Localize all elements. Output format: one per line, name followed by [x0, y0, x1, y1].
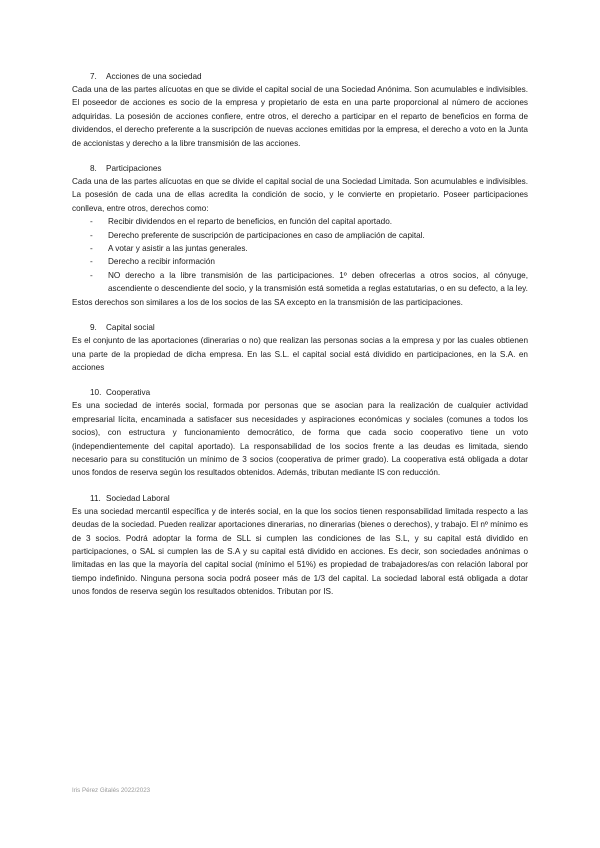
section-sociedad-laboral	[72, 492, 528, 599]
bullet-marker: -	[90, 244, 93, 254]
document-body	[72, 70, 528, 611]
list-item: - Derecho a recibir información	[72, 255, 528, 268]
rights-list	[72, 215, 528, 295]
section-paragraph: Cada una de las partes alícuotas en que se divide el capital social de una Sociedad Limitada. Son acumulables e indivisibles. La posesión de cada una de ellas acredita la condición de socio, y le convierte en propietario. Poseer participaciones conlleva, entre otros, derechos como:	[72, 177, 528, 213]
section-paragraph: Es una sociedad de interés social, formada por personas que se asocian para la realización de cualquier actividad empresarial lícita, encaminada a satisfacer sus necesidades y aspiraciones económicas y sociales (comunes a todos los socios), con estructura y funcionamiento democrático, de forma que cada socio cooperativo tiene un voto (independientemente del capital aportado). La responsabilidad de los socios frente a las deudas es limitada, siendo necesario para su constitución un mínimo de 3 socios (cooperativa de primer grado). La cooperativa está obligada a dotar unos fondos de reserva según los resultados obtenidos. Además, tributan mediante IS con reducción.	[72, 401, 528, 478]
section-acciones	[72, 70, 528, 150]
section-paragraph: Estos derechos son similares a los de los socios de las SA excepto en la transmisión de las participaciones.	[72, 297, 463, 307]
list-item: - Derecho preferente de suscripción de participaciones en caso de ampliación de capital.	[72, 229, 528, 242]
page-footer: Iris Pérez Gitalés 2022/2023	[72, 787, 151, 794]
section-participaciones	[72, 162, 528, 309]
list-item: - Recibir dividendos en el reparto de beneficios, en función del capital aportado.	[72, 215, 528, 228]
section-paragraph: Cada una de las partes alícuotas en que se divide el capital social de una Sociedad Anónima. Son acumulables e indivisibles. El poseedor de acciones es socio de la empresa y propietario de esta en una parte proporcional al número de acciones adquiridas. La posesión de acciones confiere, entre otros, el derecho a participar en el reparto de beneficios en forma de dividendos, el derecho preferente a la suscripción de nuevas acciones emitidas por la empresa, el derecho a voto en la Junta de accionistas y derecho a la libre transmisión de las acciones.	[72, 85, 528, 148]
section-capital-social	[72, 321, 528, 374]
bullet-marker: -	[90, 217, 93, 227]
bullet-marker: -	[90, 270, 93, 280]
bullet-marker: -	[90, 257, 93, 267]
section-heading: 11. Sociedad Laboral	[90, 493, 170, 503]
bullet-marker: -	[90, 230, 93, 240]
section-paragraph: Es una sociedad mercantil específica y de interés social, en la que los socios tienen responsabilidad limitada respecto a las deudas de la sociedad. Pueden realizar aportaciones dinerarias, no dinerarias (bienes o derechos), y trabajo. El nº mínimo es de 3 socios. Podrá adoptar la forma de SLL si cumplen las condiciones de las S.L, y su capital está dividido en participaciones, o SAL si cumplen las de S.A y su capital está dividido en acciones. Es decir, son sociedades anónimas o limitadas en las que la mayoría del capital social (mínimo el 51%) es propiedad de trabajadores/as con relación laboral por tiempo indefinido. Ninguna persona socia podrá poseer más de 1/3 del capital. La sociedad laboral está obligada a dotar unos fondos de reserva según los resultados obtenidos. Tributan por IS.	[72, 506, 528, 597]
section-heading: 9. Capital social	[90, 323, 155, 333]
list-item: - NO derecho a la libre transmisión de las participaciones. 1º deben ofrecerlas a otros socios, al cónyuge, ascendiente o descendiente del socio, y la transmisión está sometida a reglas estatutarias, o en su defecto, a la ley.	[90, 270, 528, 294]
section-heading: 8. Participaciones	[90, 164, 162, 174]
section-heading: 10. Cooperativa	[90, 388, 151, 398]
section-heading: 7. Acciones de una sociedad	[90, 72, 202, 81]
list-item: - A votar y asistir a las juntas generales.	[72, 242, 528, 255]
section-cooperativa	[72, 386, 528, 479]
section-paragraph: Es el conjunto de las aportaciones (dinerarias o no) que realizan las personas socias a la empresa y por las cuales obtienen una parte de la propiedad de dicha empresa. En las S.L. el capital social está dividido en participaciones, en la S.A. en acciones	[72, 336, 528, 372]
